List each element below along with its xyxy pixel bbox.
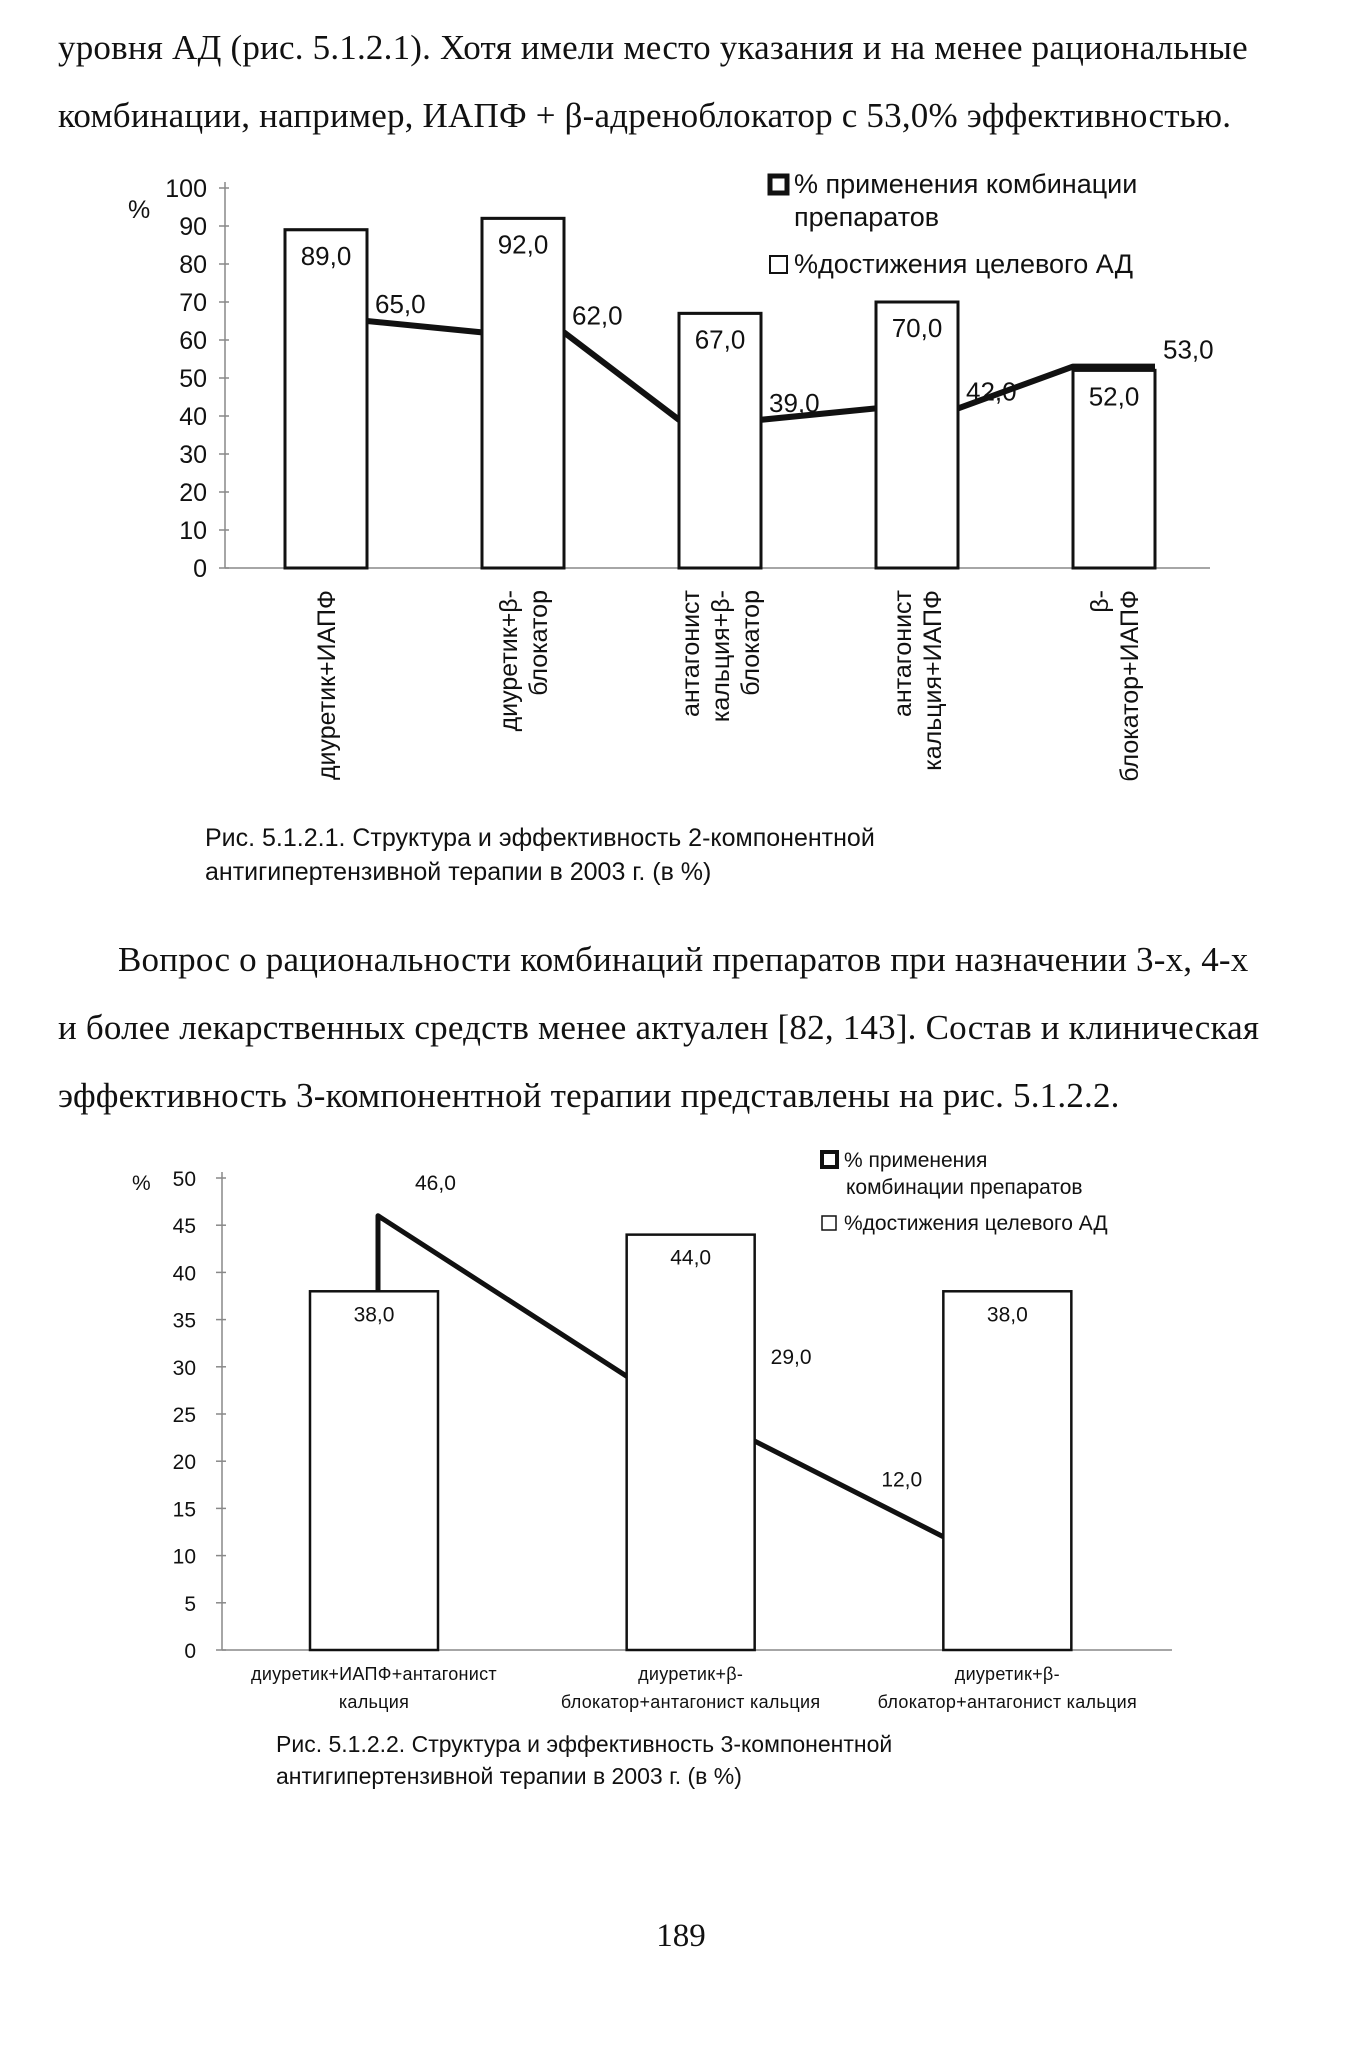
y-tick-label: 70 [179,289,207,317]
intro-line-1: уровня АД (рис. 5.1.2.1). Хотя имели место указания и на менее рациональные [58,28,1248,67]
bar-value-label: 44,0 [670,1246,712,1270]
category-label: β- [1086,590,1114,613]
middle-line-2: и более лекарственных средств менее актуален [82, 143]. Состав и клиническая [58,1008,1260,1047]
y-tick-label: 45 [172,1215,196,1239]
line-value-label: 62,0 [572,300,623,331]
y-tick-label: 0 [184,1640,196,1663]
y-tick-label: 90 [179,213,207,241]
category-label: диуретик+ИАПФ [313,590,341,781]
y-tick-label: 20 [172,1451,196,1475]
category-label: блокатор [737,590,765,696]
category-label: кальция [338,1692,410,1712]
bar-value-label: 92,0 [497,229,549,260]
bar-value-label: 38,0 [986,1303,1028,1327]
bar [943,1291,1071,1650]
y-tick-label: 40 [179,403,207,431]
y-tick-label: 40 [172,1262,196,1286]
figure2-caption-line-1: Рис. 5.1.2.2. Структура и эффективность 3-компонентной [276,1731,893,1757]
legend-label-target: %достижения целевого АД [844,1212,1108,1235]
y-tick-label: 50 [179,365,207,393]
bar-overlay [285,230,367,568]
chart-2-component [0,160,1362,800]
y-tick-label: 10 [172,1545,196,1569]
category-label: блокатор [525,590,553,696]
y-axis-label: % [128,196,151,224]
legend-label-usage: препаратов [794,202,940,232]
legend-swatch-usage [822,1152,837,1167]
category-label: блокатор+антагонист кальция [877,1692,1138,1712]
legend-swatch-target [770,256,787,273]
middle-line-3: эффективность 3-компонентной терапии представлены на рис. 5.1.2.2. [58,1076,1120,1115]
legend-label-target: %достижения целевого АД [794,249,1133,279]
legend-label-usage: % применения комбинации [794,169,1138,199]
y-tick-label: 80 [179,251,207,279]
line-value-label: 46,0 [415,1171,456,1195]
middle-line-1: Вопрос о рациональности комбинаций препаратов при назначении 3-х, 4-х [118,940,1249,979]
line-value-label: 65,0 [375,289,426,319]
page-number: 189 [656,1918,706,1954]
line-value-label: 42,0 [966,376,1017,407]
bar-value-label: 52,0 [1088,381,1140,412]
category-label: диуретик+ИАПФ+антагонист [251,1664,497,1684]
y-tick-label: 60 [179,327,207,355]
category-label: диуретик+β- [638,1664,744,1684]
y-tick-label: 15 [172,1498,196,1522]
line-value-label: 39,0 [769,387,820,418]
y-tick-label: 100 [165,175,207,203]
line-value-label: 29,0 [770,1346,812,1370]
category-label: антагонист [677,590,705,717]
bar-value-label: 67,0 [694,324,746,355]
y-tick-label: 35 [172,1309,196,1333]
legend-label-usage: % применения [844,1149,988,1172]
intro-line-2: комбинации, например, ИАПФ + β-адреноблокатор с 53,0% эффективностью. [58,96,1232,135]
figure2-caption-line-2: антигипертензивной терапии в 2003 г. (в %) [276,1763,742,1789]
y-tick-label: 50 [172,1168,196,1191]
y-tick-label: 30 [172,1356,196,1380]
y-tick-label: 30 [179,441,207,469]
category-label: кальция+ИАПФ [919,590,947,771]
chart-3-component [0,1140,1362,1740]
category-label: антагонист [889,590,917,717]
legend-label-usage: комбинации препаратов [846,1176,1083,1199]
y-tick-label: 0 [193,555,207,583]
legend-swatch-target [822,1216,836,1230]
bar-value-label: 38,0 [353,1303,395,1327]
line-value-label: 12,0 [881,1468,923,1492]
y-axis-label: % [132,1172,151,1195]
bar-value-label: 89,0 [300,240,352,271]
bar [310,1291,438,1650]
y-tick-label: 5 [184,1592,196,1616]
y-tick-label: 25 [172,1404,196,1427]
y-tick-label: 20 [179,479,207,507]
legend-swatch-usage [770,176,787,193]
bar [627,1235,755,1650]
figure1-caption-line-1: Рис. 5.1.2.1. Структура и эффективность 2-компонентной [205,824,875,852]
bar-overlay [482,218,564,568]
category-label: блокатор+ИАПФ [1116,590,1144,782]
category-label: кальция+β- [707,590,735,723]
category-label: блокатор+антагонист кальция [560,1692,821,1712]
bar-value-label: 70,0 [891,313,943,343]
y-tick-label: 10 [179,517,207,545]
category-label: диуретик+β- [495,590,523,732]
line-value-label: 53,0 [1163,334,1214,365]
figure1-caption-line-2: антигипертензивной терапии в 2003 г. (в %) [205,858,712,886]
category-label: диуретик+β- [954,1664,1060,1684]
